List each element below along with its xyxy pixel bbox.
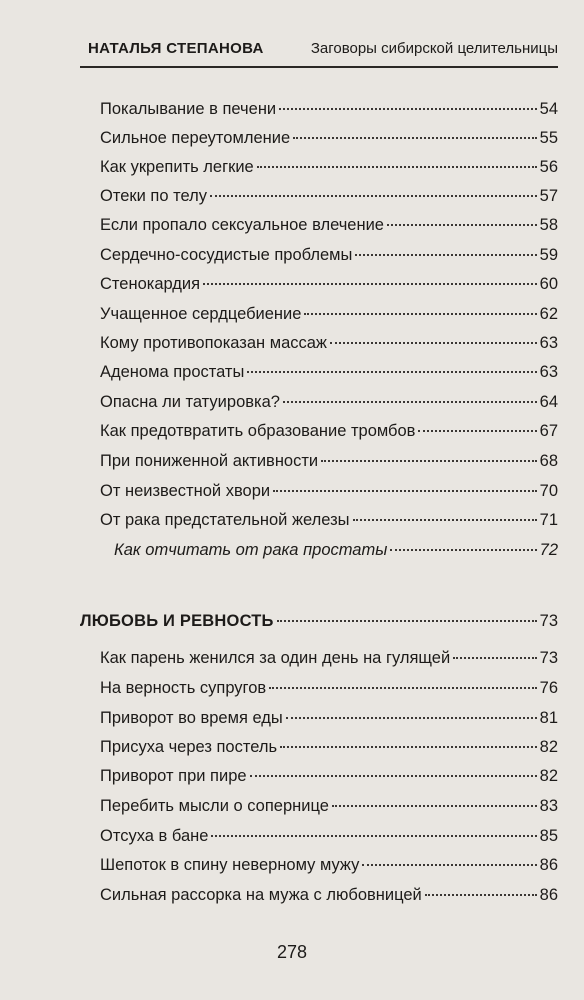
toc-entry [100, 272, 558, 296]
toc-entry [100, 213, 558, 237]
leader-dots [250, 775, 537, 777]
toc-entry-page: 64 [539, 393, 558, 411]
toc-entry [100, 360, 558, 384]
toc-entry [100, 419, 558, 443]
toc-entry-page: 58 [539, 216, 558, 234]
toc-entry [100, 676, 558, 700]
toc-section-heading [80, 609, 558, 633]
toc-entry [100, 302, 558, 326]
toc-entry-page: 86 [539, 886, 558, 904]
toc-entry-title: Присуха через постель [100, 738, 278, 756]
toc-entry-title: Учащенное сердцебиение [100, 305, 302, 323]
toc-entry-title: Как парень женился за один день на гулящей [100, 649, 451, 667]
toc-entry-title: Перебить мысли о сопернице [100, 797, 329, 815]
toc-entry-page: 54 [539, 100, 558, 118]
toc-entry [100, 646, 558, 670]
toc-entry-title: Аденома простаты [100, 363, 245, 381]
toc-entry-title: Сердечно-сосудистые проблемы [100, 246, 353, 264]
toc-entry-page: 62 [539, 305, 558, 323]
leader-dots [304, 313, 536, 315]
leader-dots [280, 746, 537, 748]
leader-dots [293, 137, 537, 139]
toc-entry-title: Сильное переутомление [100, 129, 291, 147]
toc-entry [100, 97, 558, 121]
toc-entry-page: 71 [539, 511, 558, 529]
leader-dots [283, 401, 537, 403]
toc-entry-title: Отсуха в бане [100, 827, 209, 845]
toc-entry-page: 81 [539, 709, 558, 727]
leader-dots [203, 283, 537, 285]
leader-dots [269, 687, 536, 689]
toc-entry [100, 390, 558, 414]
toc-entry-page: 82 [539, 767, 558, 785]
toc-entry-title: Шепоток в спину неверному мужу [100, 856, 360, 874]
leader-dots [387, 224, 537, 226]
toc-entry [100, 794, 558, 818]
leader-dots [330, 342, 537, 344]
toc-entry-page: 82 [539, 738, 558, 756]
toc-entry-title: Как отчитать от рака простаты [114, 541, 388, 559]
toc-entry-title: Приворот при пире [100, 767, 247, 785]
toc-entry-page: 70 [539, 482, 558, 500]
leader-dots [277, 620, 537, 622]
leader-dots [279, 108, 536, 110]
toc-entry-title: Как предотвратить образование тромбов [100, 422, 416, 440]
page-number: 278 [276, 942, 308, 962]
leader-dots [210, 195, 537, 197]
toc-entry-page: 83 [539, 797, 558, 815]
toc-entry-title: На верность супругов [100, 679, 267, 697]
toc-entry-title: Стенокардия [100, 275, 201, 293]
toc-entry-page: 57 [539, 187, 558, 205]
toc-entry-page: 56 [539, 158, 558, 176]
toc-entry [100, 735, 558, 759]
toc-entry-page: 63 [539, 334, 558, 352]
leader-dots [418, 430, 536, 432]
toc-entry-page: 85 [539, 827, 558, 845]
leader-dots [353, 519, 537, 521]
toc-entry-page: 67 [539, 422, 558, 440]
toc-entry [100, 155, 558, 179]
toc-entry-title: От неизвестной хвори [100, 482, 271, 500]
toc-entry-page: 72 [539, 541, 558, 559]
toc-entry [100, 824, 558, 848]
header-rule [80, 66, 558, 68]
toc-entry [100, 331, 558, 355]
toc-entry [100, 764, 558, 788]
author-name: НАТАЛЬЯ СТЕПАНОВА [88, 40, 264, 57]
leader-dots [286, 717, 537, 719]
toc-entry [100, 449, 558, 473]
toc-entry-page: 63 [539, 363, 558, 381]
toc-entry-page: 76 [539, 679, 558, 697]
section-title: ЛЮБОВЬ И РЕВНОСТЬ [80, 612, 274, 630]
toc-entry [100, 706, 558, 730]
toc-entry-title: Как укрепить легкие [100, 158, 254, 176]
toc-entry-page: 68 [539, 452, 558, 470]
toc-entry-page: 60 [539, 275, 558, 293]
running-header [88, 36, 558, 64]
toc-entry [100, 853, 558, 877]
leader-dots [257, 166, 537, 168]
toc-entry-page: 73 [539, 649, 558, 667]
toc-entry-page: 59 [539, 246, 558, 264]
leader-dots [321, 460, 537, 462]
leader-dots [332, 805, 537, 807]
toc-entry [100, 184, 558, 208]
toc-entry-page: 73 [539, 612, 558, 630]
toc-entry-title: Покалывание в печени [100, 100, 277, 118]
toc-entry-page: 86 [539, 856, 558, 874]
toc-entry-title: Опасна ли татуировка? [100, 393, 280, 411]
toc-entry-title: Сильная рассорка на мужа с любовницей [100, 886, 422, 904]
leader-dots [273, 490, 537, 492]
leader-dots [211, 835, 536, 837]
toc-entry [100, 126, 558, 150]
toc-entry [100, 508, 558, 532]
toc-entry-title: Если пропало сексуальное влечение [100, 216, 384, 234]
leader-dots [247, 371, 536, 373]
leader-dots [362, 864, 536, 866]
leader-dots [390, 549, 536, 551]
toc-entry [100, 479, 558, 503]
toc-entry-title: Приворот во время еды [100, 709, 283, 727]
toc-entry-page: 55 [539, 129, 558, 147]
toc-subentry [114, 538, 558, 562]
book-title: Заговоры сибирской целительницы [310, 40, 558, 57]
toc-entry [100, 243, 558, 267]
leader-dots [355, 254, 536, 256]
toc-entry-title: При пониженной активности [100, 452, 319, 470]
toc-entry-title: Отеки по телу [100, 187, 207, 205]
toc-entry [100, 883, 558, 907]
leader-dots [425, 894, 537, 896]
leader-dots [453, 657, 536, 659]
toc-entry-title: Кому противопоказан массаж [100, 334, 327, 352]
toc-entry-title: От рака предстательной железы [100, 511, 350, 529]
